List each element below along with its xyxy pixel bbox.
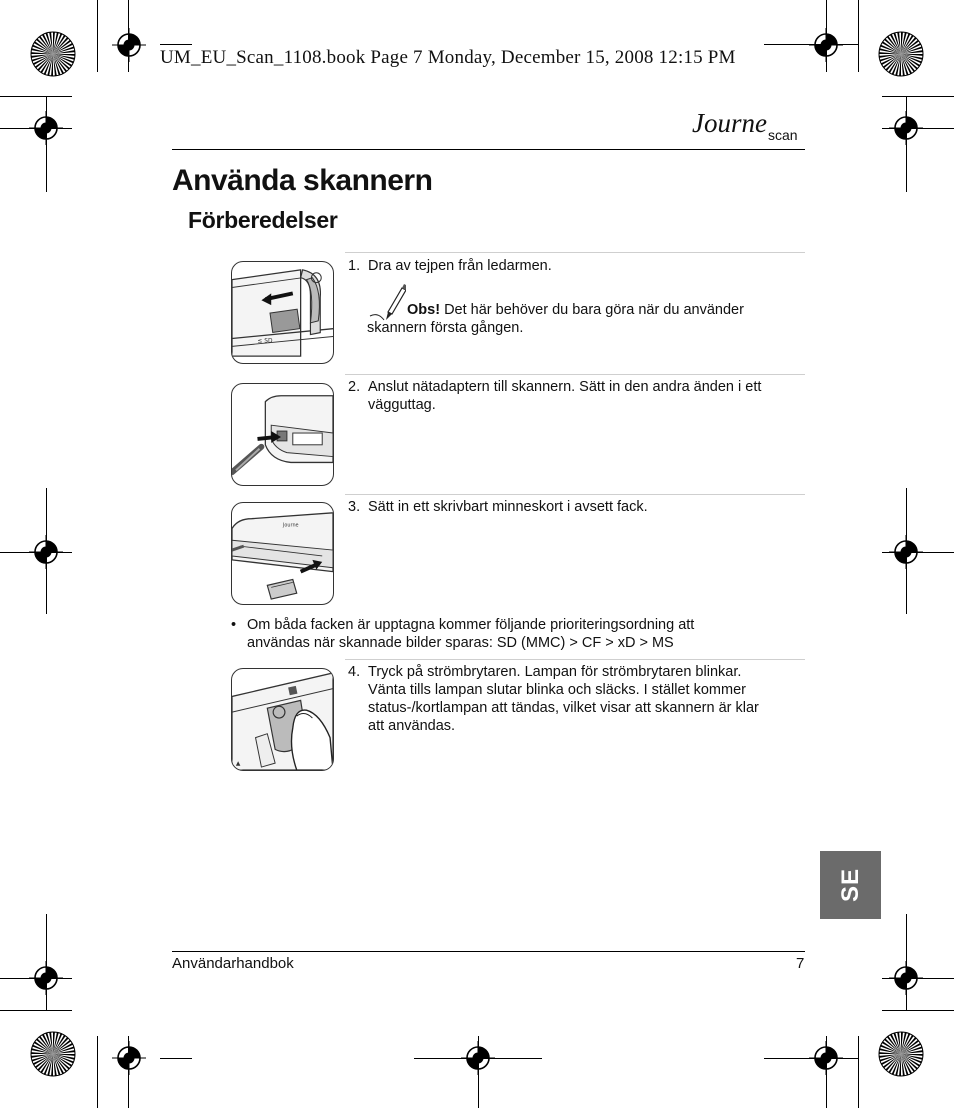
footer-page-number: 7 [796, 955, 805, 972]
illustration-press-power [231, 668, 334, 771]
page-title: Använda skannern [172, 164, 433, 197]
book-header-line: UM_EU_Scan_1108.book Page 7 Monday, December 15, 2008 12:15 PM [160, 47, 736, 68]
registration-mark-right-lower [889, 961, 923, 995]
svg-text:≤ SD: ≤ SD [257, 338, 273, 345]
step-text: Dra av tejpen från ledarmen. [368, 258, 552, 274]
illustration-remove-tape [231, 261, 334, 364]
star-target-bottom-right [878, 1031, 924, 1077]
registration-mark-right-middle [889, 535, 923, 569]
footer-manual-name: Användarhandbok [172, 955, 294, 972]
journe-scan-logo [686, 102, 810, 150]
bullet-text-line: användas när skannade bilder sparas: SD (MMC) > CF > xD > MS [247, 635, 674, 651]
step-divider [345, 252, 805, 253]
bullet-symbol: • [231, 617, 237, 633]
step-number: 1. [348, 258, 361, 274]
footer-rule [172, 951, 805, 952]
step-text-line: vägguttag. [368, 397, 436, 413]
step-divider [345, 494, 805, 495]
step-divider [345, 374, 805, 375]
step-text-line: Anslut nätadaptern till skannern. Sätt in den andra änden i ett [368, 379, 762, 395]
step-number: 2. [348, 379, 361, 395]
step-text-line: Vänta tills lampan slutar blinka och släcks. I stället kommer [368, 682, 746, 698]
registration-mark-bottom-right [809, 1041, 843, 1075]
registration-mark-left-lower [29, 961, 63, 995]
note-text-line1: Det här behöver du bara göra när du använder [444, 302, 744, 318]
step-number: 4. [348, 664, 361, 680]
registration-mark-bottom-left [112, 1041, 146, 1075]
svg-text:Journe: Journe [282, 522, 299, 529]
step-text-line: att användas. [368, 718, 456, 734]
header-rule [172, 149, 805, 150]
step-4 [348, 663, 803, 739]
note-label: Obs! [407, 302, 441, 318]
registration-mark-left-upper [29, 111, 63, 145]
svg-text:▲: ▲ [235, 761, 241, 768]
star-target-bottom-left [30, 1031, 76, 1077]
step-number: 3. [348, 499, 361, 515]
star-target-top-right [878, 31, 924, 77]
step-text-line: status-/kortlampan att tändas, vilket visar att skannern är klar [368, 700, 759, 716]
note-text-line2: skannern första gången. [367, 320, 524, 336]
bullet-text-line: Om båda facken är upptagna kommer följande prioriteringsordning att [247, 617, 695, 633]
language-tab [820, 851, 881, 919]
registration-mark-bottom-center [461, 1041, 495, 1075]
step-text-line: Tryck på strömbrytaren. Lampan för strömbrytaren blinkar. [368, 664, 742, 680]
svg-text:scan: scan [768, 127, 798, 143]
registration-mark-right-upper [889, 111, 923, 145]
section-title: Förberedelser [188, 207, 338, 233]
step-divider [345, 659, 805, 660]
illustration-connect-adapter [231, 383, 334, 486]
registration-mark-left-middle [29, 535, 63, 569]
registration-mark-top-right [809, 28, 843, 62]
step-2 [348, 378, 803, 418]
registration-mark-top-left [112, 28, 146, 62]
step-3 [348, 498, 798, 518]
note-first-use [367, 283, 797, 337]
illustration-insert-memory-card [231, 502, 334, 605]
priority-note [231, 616, 811, 656]
star-target-top-left [30, 31, 76, 77]
step-text: Sätt in ett skrivbart minneskort i avsett fack. [368, 499, 648, 515]
step-1 [348, 257, 798, 277]
svg-text:Journe: Journe [692, 108, 767, 138]
language-tab-label: SE [836, 867, 864, 903]
